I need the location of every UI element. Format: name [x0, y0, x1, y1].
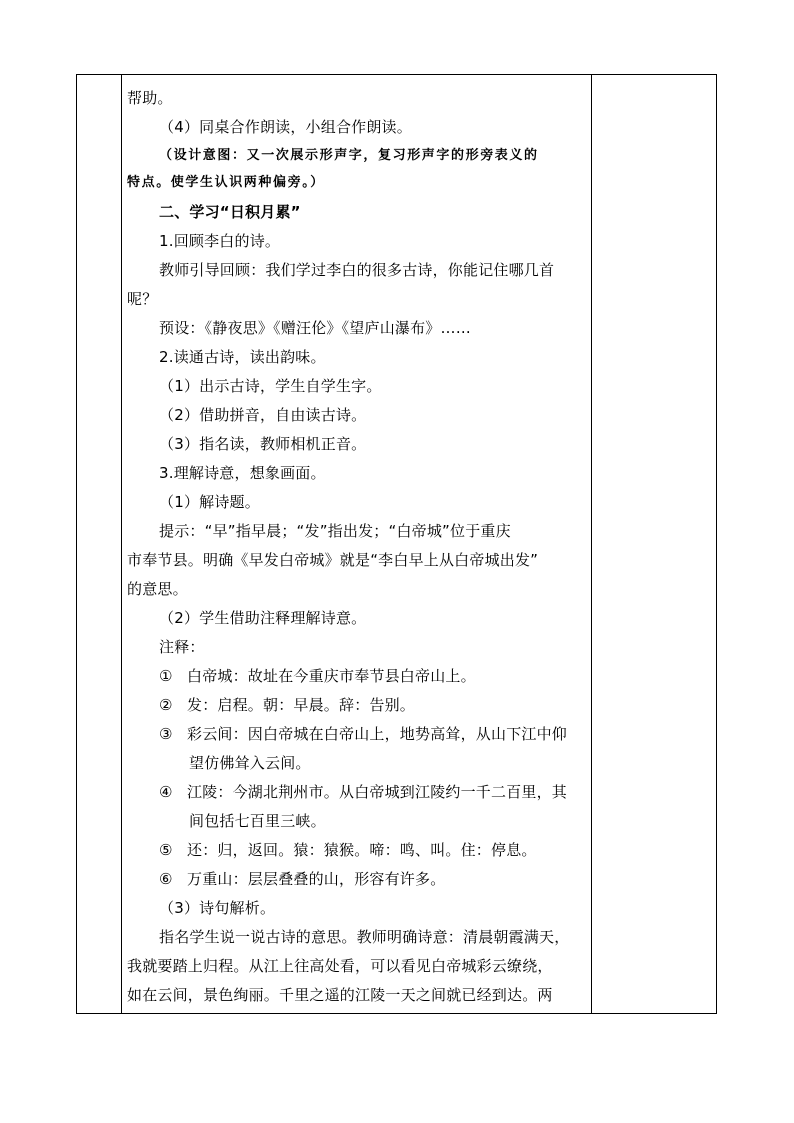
- section-heading: 二、学习“日积月累”: [159, 203, 301, 221]
- text-line: （3）诗句解析。: [159, 899, 276, 917]
- note-item-4: [159, 782, 567, 802]
- note-text-continued: 望仿佛耸入云间。: [189, 754, 311, 772]
- text-line: 市奉节县。明确《早发白帝城》就是“李白早上从白帝城出发”: [127, 551, 539, 569]
- table-column-divider-right: [591, 75, 592, 1013]
- table-column-divider-left: [121, 75, 122, 1013]
- note-number: ④: [159, 783, 173, 801]
- text-line: 指名学生说一说古诗的意思。教师明确诗意：清晨朝霞满天，: [159, 928, 570, 946]
- note-text: 江陵：今湖北荆州市。从白帝城到江陵约一千二百里，其: [187, 783, 568, 801]
- note-item-6: [159, 869, 445, 889]
- note-text: 白帝城：故址在今重庆市奉节县白帝山上。: [187, 667, 476, 685]
- text-line: 帮助。: [127, 89, 173, 107]
- text-line: 教师引导回顾：我们学过李白的很多古诗，你能记住哪几首: [159, 261, 555, 279]
- text-line: 的意思。: [127, 580, 188, 598]
- text-line: （4）同桌合作朗读，小组合作朗读。: [159, 118, 412, 136]
- note-number: ⑥: [159, 870, 173, 888]
- design-intent: （设计意图：又一次展示形声字，复习形声字的形旁表义的: [159, 148, 539, 163]
- text-line: 呢？: [127, 290, 158, 308]
- text-line: （2）借助拼音，自由读古诗。: [159, 406, 367, 424]
- note-item-3: [159, 724, 567, 744]
- note-number: ②: [159, 696, 173, 714]
- note-item-1: [159, 666, 476, 686]
- text-line: （1）解诗题。: [159, 493, 260, 511]
- text-line: 3.理解诗意，想象画面。: [159, 464, 326, 482]
- text-line: 预设：《静夜思》《赠汪伦》《望庐山瀑布》……: [159, 319, 471, 337]
- text-line: 提示：“早”指早晨；“发”指出发；“白帝城”位于重庆: [159, 522, 511, 540]
- note-number: ⑤: [159, 841, 173, 859]
- text-line: 注释：: [159, 638, 205, 656]
- note-number: ③: [159, 725, 173, 743]
- note-item-5: [159, 840, 537, 860]
- note-text: 还：归，返回。猿：猿猴。啼：鸣、叫。住：停息。: [187, 841, 537, 859]
- note-text: 彩云间：因白帝城在白帝山上，地势高耸，从山下江中仰: [187, 725, 568, 743]
- note-item-2: [159, 695, 415, 715]
- text-line: （1）出示古诗，学生自学生字。: [159, 377, 382, 395]
- text-line: 我就要踏上归程。从江上往高处看，可以看见白帝城彩云缭绕，: [127, 957, 553, 975]
- text-line: （3）指名读，教师相机正音。: [159, 435, 367, 453]
- note-text: 万重山：层层叠叠的山，形容有许多。: [187, 870, 446, 888]
- design-intent-continued: 特点。使学生认识两种偏旁。）: [127, 175, 325, 190]
- note-number: ①: [159, 667, 173, 685]
- text-line: 1.回顾李白的诗。: [159, 232, 281, 250]
- note-text-continued: 间包括七百里三峡。: [189, 812, 326, 830]
- text-line: 如在云间，景色绚丽。千里之遥的江陵一天之间就已经到达。两: [127, 986, 553, 1004]
- text-line: （2）学生借助注释理解诗意。: [159, 609, 367, 627]
- note-text: 发：启程。朝：早晨。辞：告别。: [187, 696, 416, 714]
- text-line: 2.读通古诗，读出韵味。: [159, 348, 326, 366]
